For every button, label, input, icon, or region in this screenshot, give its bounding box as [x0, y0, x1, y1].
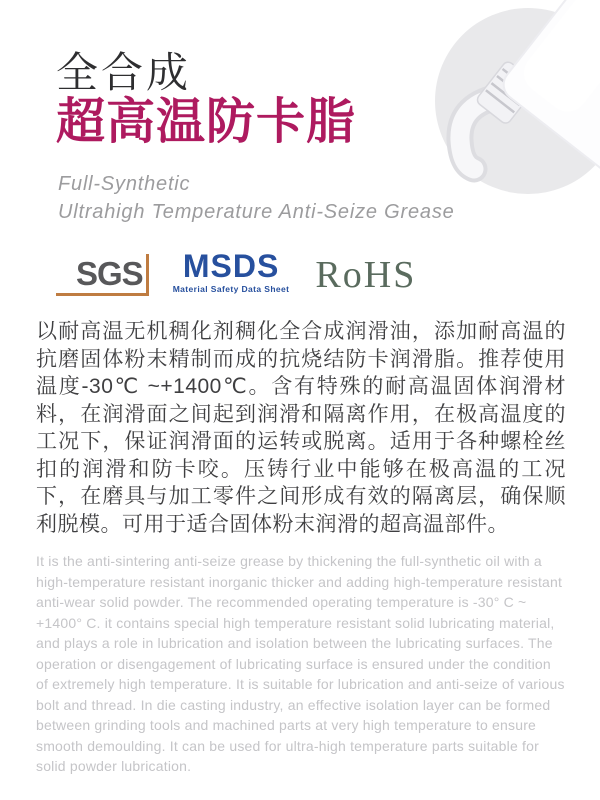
msds-logo	[173, 250, 290, 298]
product-description-chinese: 以耐高温无机稠化剂稠化全合成润滑油，添加耐高温的抗磨固体粉末精制而成的抗烧结防卡润滑脂。推荐使用温度-30℃ ~+1400℃。含有特殊的耐高温固体润滑材料，在润滑面之间起到润滑和隔离作用，在极高温度的工况下，保证润滑面的运转或脱离。适用于各种螺栓丝扣的润滑和防卡咬。压铸行业中能够在极高温的工况下，在磨具与加工零件之间形成有效的隔离层，确保顺利脱模。可用于适合固体粉末润滑的超高温部件。	[36, 320, 566, 536]
certification-logos	[56, 250, 416, 298]
product-description-english: It is the anti-sintering anti-seize grease by thickening the full-synthetic oil with a high-temperature resistant inorganic thicker and adding high-temperature resistant anti-wear solid powder. The recommended operating temperature is -30° C ~ +1400° C. it contains special high temperature resistant solid lubricating material, and plays a role in lubrication and isolation between the lubricating surfaces. The operation or disengagement of lubricating surface is ensured under the condition of extremely high temperature. It is suitable for lubrication and anti-seize of various bolt and thread. In die casting industry, an effective isolation layer can be formed between grinding tools and machined parts at very high temperature to ensure smooth demoulding. It can be used for ultra-high temperature parts suitable for solid powder lubrication.	[36, 553, 565, 774]
sgs-accent-vertical-line	[146, 254, 149, 296]
msds-logo-subtext: Material Safety Data Sheet	[172, 284, 290, 294]
header	[56, 50, 356, 148]
sgs-logo-text: SGS	[76, 255, 143, 292]
page-title-cn-line2: 超高温防卡脂	[56, 95, 357, 150]
page-subtitle-en-line1: Full-Synthetic	[58, 173, 191, 195]
page-subtitle-en	[58, 170, 455, 226]
page-title-cn-line1: 全合成	[56, 49, 192, 96]
page-subtitle-en-line2: Ultrahigh Temperature Anti-Seize Grease	[58, 201, 455, 223]
msds-logo-text: MSDS	[182, 248, 280, 284]
rohs-logo	[315, 256, 416, 298]
sgs-accent-underline	[56, 293, 149, 296]
rohs-logo-text: RoHS	[315, 254, 417, 296]
sgs-logo	[56, 253, 151, 298]
